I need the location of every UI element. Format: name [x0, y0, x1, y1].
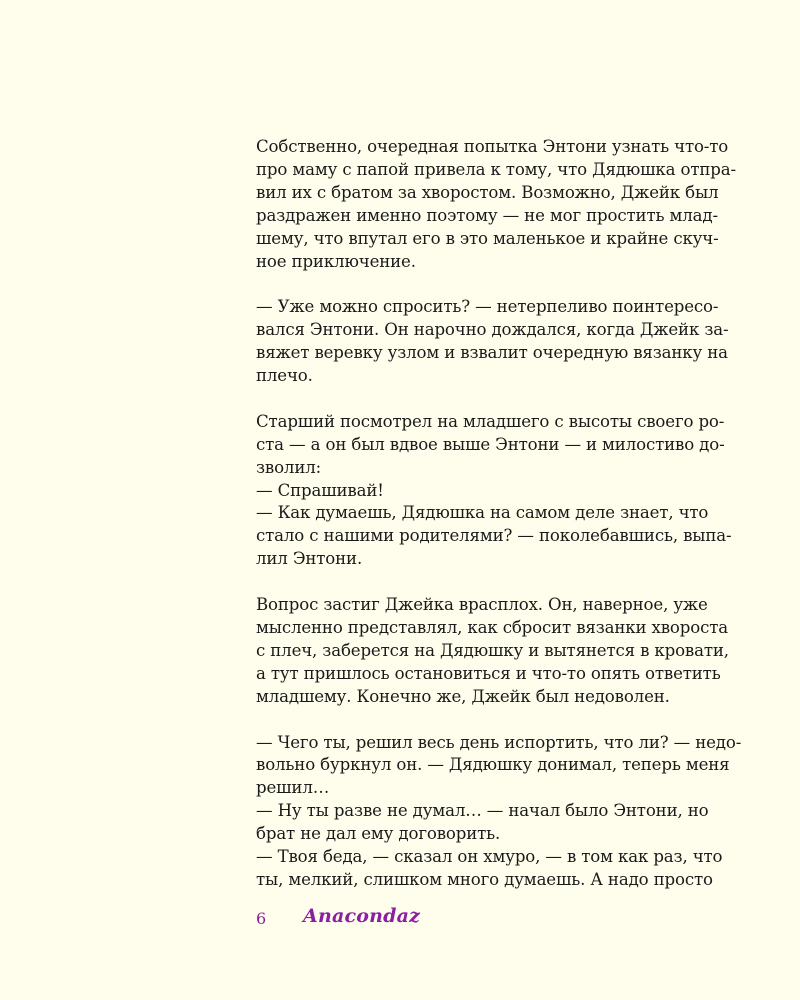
- text-line: вался Энтони. Он нарочно дождался, когда Джейк за-: [256, 320, 729, 340]
- paragraph: [256, 296, 729, 388]
- text-line: лил Энтони.: [256, 549, 363, 569]
- text-line: ное приключение.: [256, 251, 416, 271]
- paragraph: [256, 411, 732, 571]
- text-line: Старший посмотрел на младшего с высоты своего ро-: [256, 411, 725, 431]
- text-line: Вопрос застиг Джейка врасплох. Он, наверное, уже: [256, 595, 708, 615]
- text-line: вольно буркнул он. — Дядюшку донимал, теперь меня: [256, 755, 730, 775]
- text-line: — Уже можно спросить? — нетерпеливо поинтересо-: [256, 297, 719, 317]
- text-line: стало с нашими родителями? — поколебавшись, выпа-: [256, 526, 732, 546]
- text-line: вил их с братом за хворостом. Возможно, Джейк был: [256, 182, 719, 202]
- page-number: 6: [256, 909, 267, 928]
- text-line: с плеч, заберется на Дядюшку и вытянется в кровати,: [256, 640, 729, 660]
- text-line: — Как думаешь, Дядюшка на самом деле знает, что: [256, 503, 709, 523]
- text-line: — Спрашивай!: [256, 480, 384, 500]
- text-line: — Ну ты разве не думал… — начал было Энтони, но: [256, 801, 709, 821]
- text-line: плечо.: [256, 366, 313, 386]
- paragraph-gap: [256, 571, 704, 594]
- text-line: решил…: [256, 778, 330, 798]
- brand-logo: Anacondaz: [303, 905, 421, 927]
- page-footer: [256, 905, 704, 935]
- paragraph-gap: [256, 273, 704, 296]
- text-line: а тут пришлось остановиться и что-то опять ответить: [256, 663, 721, 683]
- paragraph-gap: [256, 709, 704, 732]
- text-line: вяжет веревку узлом и взвалит очередную вязанку на: [256, 343, 728, 363]
- text-line: шему, что впутал его в это маленькое и крайне скуч-: [256, 228, 719, 248]
- text-line: — Чего ты, решил весь день испортить, что ли? — недо-: [256, 732, 742, 752]
- text-line: младшему. Конечно же, Джейк был недоволен.: [256, 686, 670, 706]
- text-line: раздражен именно поэтому — не мог простить млад-: [256, 205, 718, 225]
- text-line: Собственно, очередная попытка Энтони узнать что-то: [256, 137, 729, 156]
- paragraph: [256, 732, 742, 892]
- text-line: ста — а он был вдвое выше Энтони — и милостиво до-: [256, 434, 725, 454]
- text-line: — Твоя беда, — сказал он хмуро, — в том как раз, что: [256, 847, 723, 867]
- text-line: зволил:: [256, 457, 322, 477]
- text-line: ты, мелкий, слишком много думаешь. А надо просто: [256, 869, 713, 889]
- paragraph: [256, 136, 736, 273]
- text-line: мысленно представлял, как сбросит вязанки хвороста: [256, 617, 728, 637]
- body-text: [256, 136, 742, 892]
- paragraph: [256, 594, 729, 709]
- text-line: про маму с папой привела к тому, что Дядюшка отпра-: [256, 159, 736, 179]
- text-line: брат не дал ему договорить.: [256, 824, 501, 844]
- paragraph-gap: [256, 388, 704, 411]
